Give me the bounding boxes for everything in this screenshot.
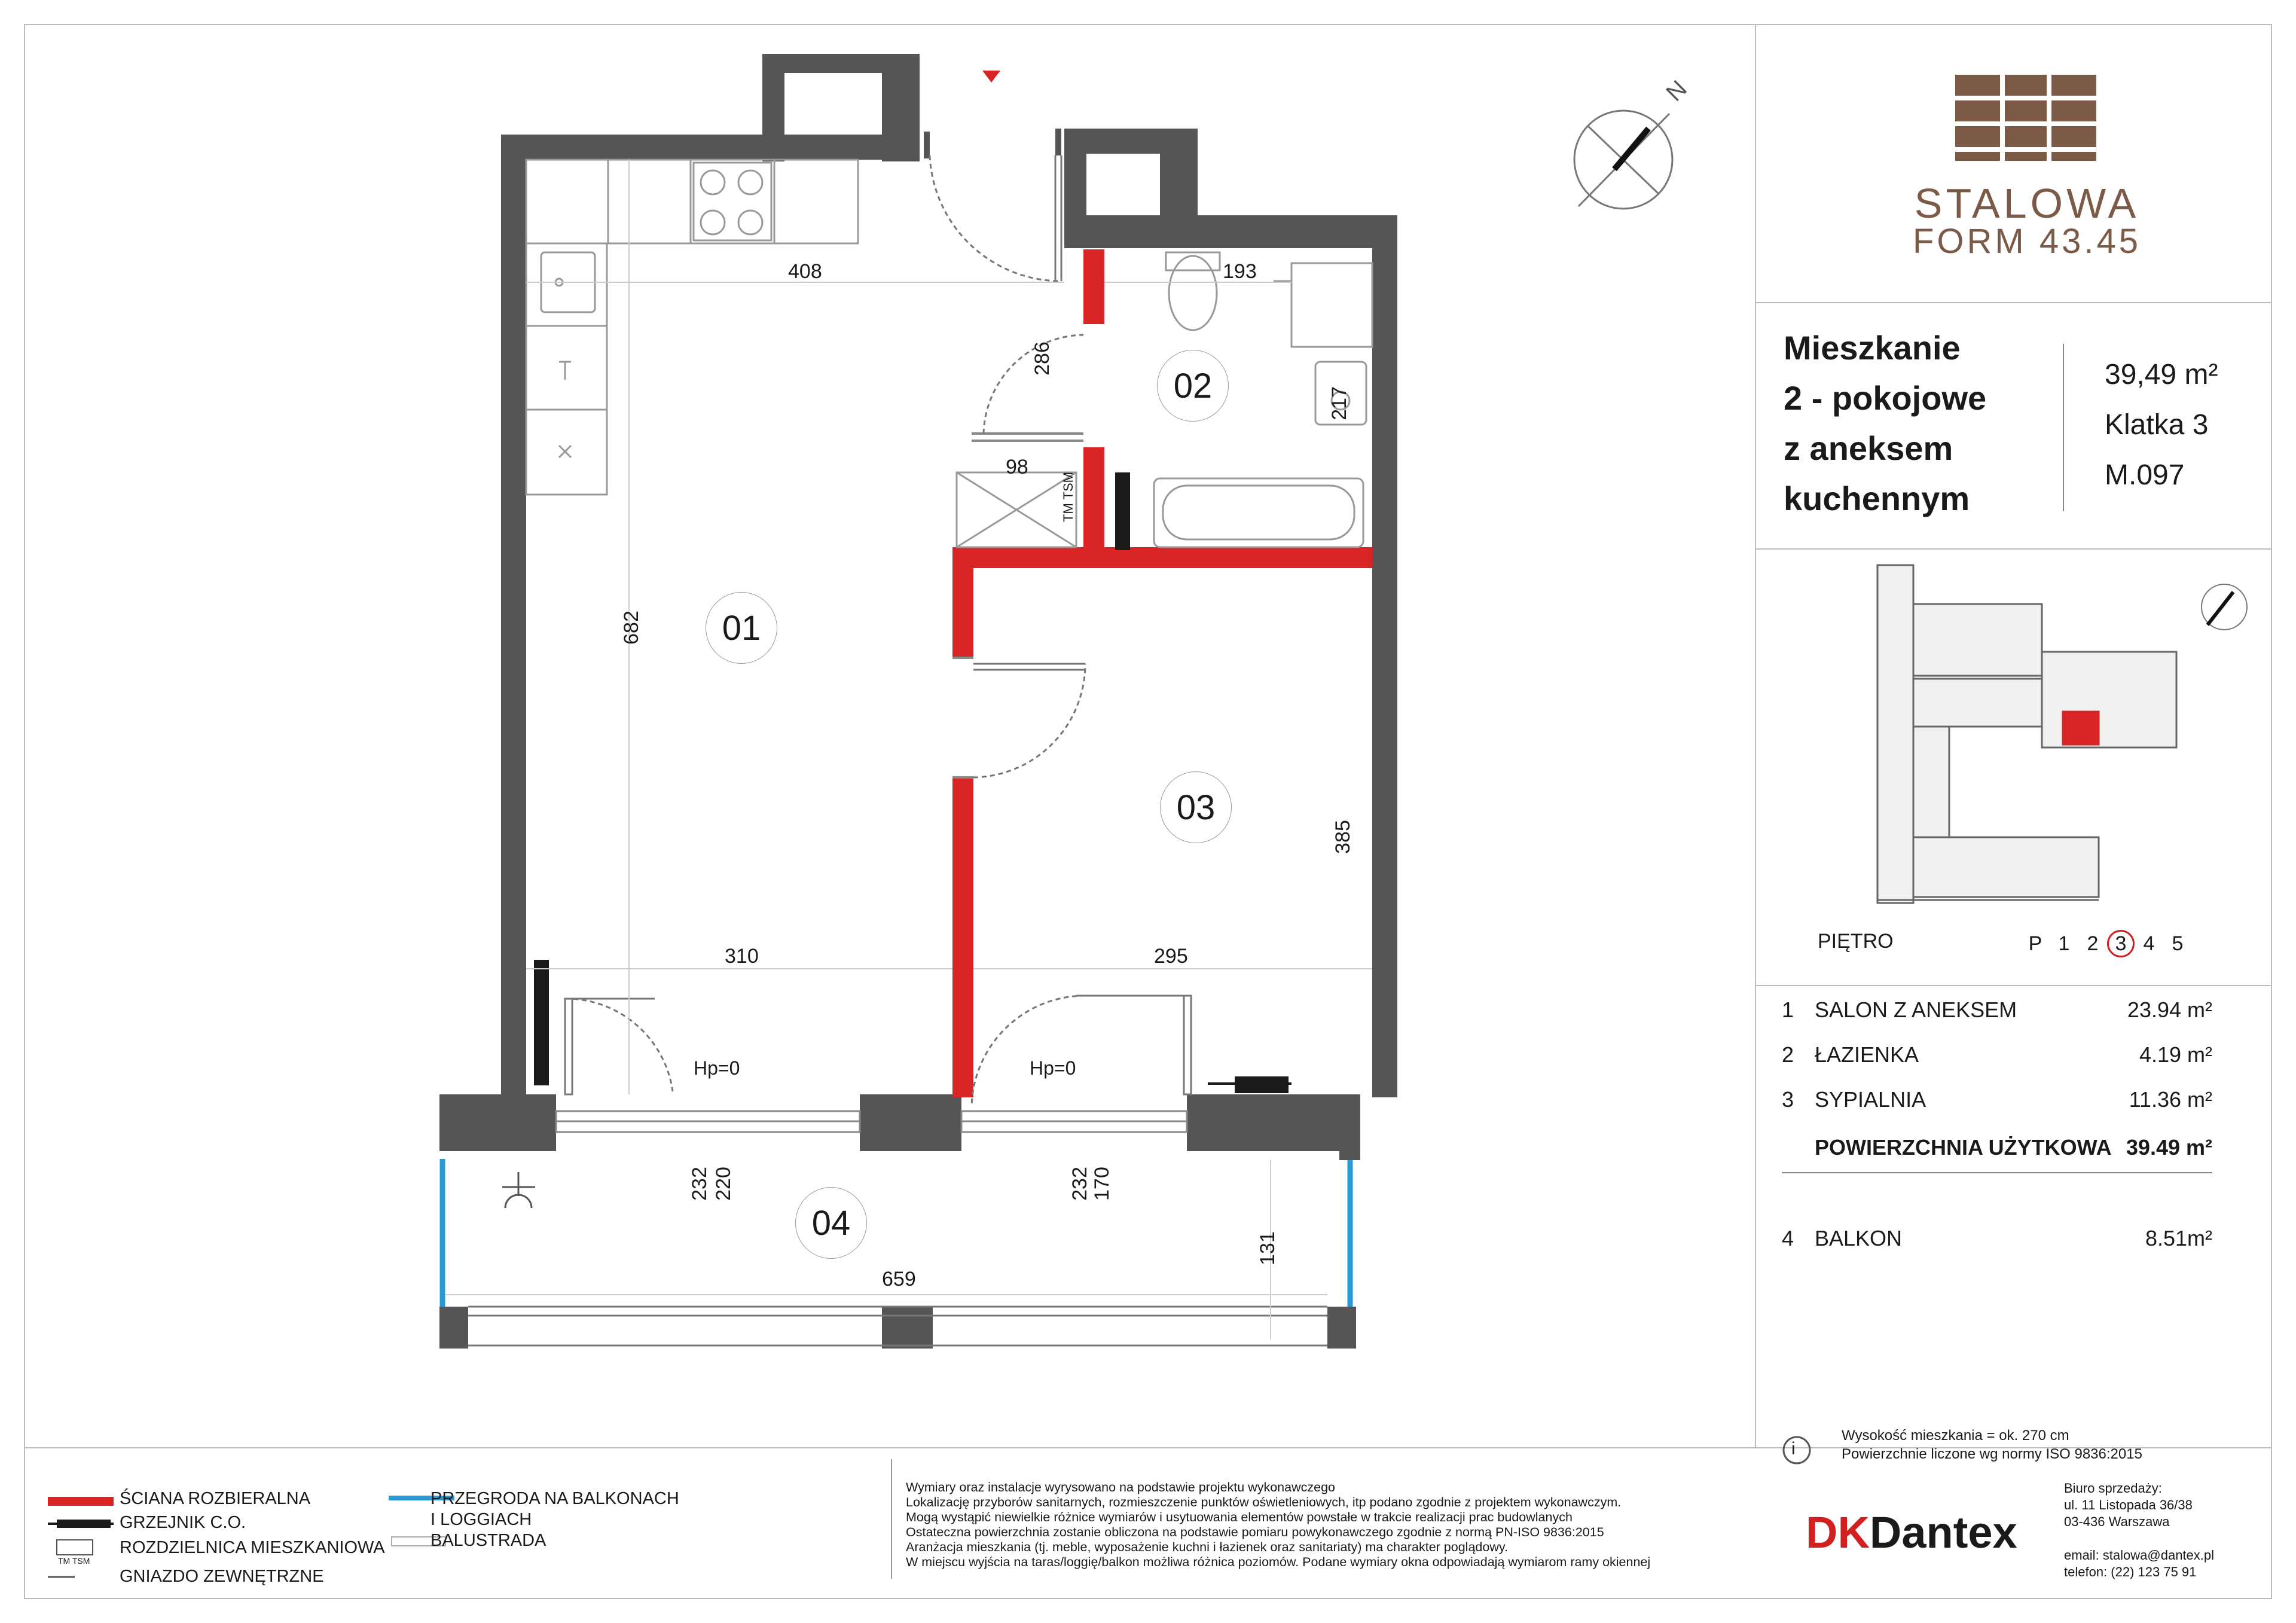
room-name: ŁAZIENKA [1815,1042,1919,1067]
north-label: N [1661,75,1692,106]
legend-distributor-tag: TM TSM [58,1556,90,1566]
note-line: W miejscu wyjścia na taras/loggię/balkon możliwa różnica poziomów. Podane wymiary okna odpowiadają wymiarom ramy okiennej [906,1555,1651,1569]
floor-selector [2021,930,2192,957]
dim-room3-height: 385 [1331,820,1354,854]
apartment-staircase: Klatka 3 [2105,409,2209,441]
sales-office [2064,1480,2214,1581]
info-height: Wysokość mieszkania = ok. 270 cm [1842,1427,2069,1444]
apartment-type-line: Mieszkanie [1784,329,1961,367]
room-name: SALON Z ANEKSEM [1815,997,2017,1022]
sales-address: 03-436 Warszawa [2064,1514,2170,1529]
dim-kitchen-width: 408 [788,260,822,283]
kitchen-counter [526,160,858,495]
legend-partition: PRZEGRODA NA BALKONACH [430,1489,679,1508]
developer-logo-text: Dantex [1869,1508,2017,1557]
legend-socket: GNIAZDO ZEWNĘTRZNE [120,1567,324,1586]
note-line: Wymiary oraz instalacje wyrysowano na podstawie projektu wykonawczego [906,1480,1335,1494]
north-compass [1574,111,1672,209]
note-line: Ostateczna powierzchnia zostanie obliczona na podstawie pomiaru powykonawczego zgodnie z normą PN-ISO 9836:2015 [906,1525,1604,1539]
apartment-number: M.097 [2105,459,2185,491]
room-area: 23.94 m² [2127,997,2212,1022]
sales-title: Biuro sprzedaży: [2064,1481,2162,1496]
sales-spacer [2064,1530,2214,1547]
level-note-2: Hp=0 [1030,1057,1076,1079]
apartment-area: 39,49 m² [2105,359,2218,391]
floor-item: 2 [2087,932,2099,955]
dim-balcony-depth: 131 [1256,1231,1279,1265]
room-area: 11.36 m² [2129,1087,2212,1112]
apartment-info [2105,350,2218,501]
dim-room3-width: 295 [1154,945,1188,968]
note-line: Aranżacja mieszkania (tj. meble, wyposażenie kuchni i łazienek oraz sanitariaty) ma charakter poglądowy. [906,1540,1508,1554]
total-label: POWIERZCHNIA UŻYTKOWA [1815,1135,2112,1160]
apartment-type-line: z aneksem [1784,429,1953,467]
entrance-marker [982,71,1000,83]
brand-logo-mark [1955,75,2096,161]
room-label-02: 02 [1157,350,1229,422]
dim-window1-height: 232 [688,1167,711,1201]
room-number: 2 [1782,1042,1794,1067]
floor-item: 1 [2058,932,2070,955]
room-label-01: 01 [706,592,777,664]
level-note-1: Hp=0 [694,1057,740,1079]
radiators [534,960,1292,1093]
info-icon [1784,1437,1810,1463]
room-label-04: 04 [795,1187,867,1259]
total-area: 39.49 m² [2126,1135,2212,1160]
apartment-type-line: 2 - pokojowe [1784,379,1987,417]
legend-distributor: ROZDZIELNICA MIESZKANIOWA [120,1538,385,1557]
brand-name: STALOWA [1914,180,2140,227]
note-line: Lokalizację przyborów sanitarnych, rozmieszczenie punktów oświetleniowych, itp podano zgodnie z projektem wykonawczym. [906,1495,1622,1509]
room-number: 4 [1782,1226,1794,1250]
sales-address: ul. 11 Listopada 36/38 [2064,1497,2193,1512]
floor-item-current: 3 [2107,930,2135,957]
brand-subtitle: FORM 43.45 [1913,222,2141,261]
developer-logo-mark: DK [1806,1508,1870,1557]
dim-window2-height: 232 [1068,1167,1091,1201]
info-norm: Powierzchnie liczone wg normy ISO 9836:2015 [1842,1446,2142,1462]
keyplan [1877,565,2176,903]
dim-bath-width: 193 [1223,260,1257,283]
dim-hall-width: 98 [1006,456,1028,478]
meter-tag: TM TSM [1060,472,1076,522]
dim-room1-width: 310 [725,945,759,968]
note-line: Mogą wystąpić niewielkie różnice wymiarów i usytuowania elementów powstałe w trakcie realizacji prac budowlanych [906,1510,1573,1524]
room-name: BALKON [1815,1226,1903,1250]
room-number: 3 [1782,1087,1794,1112]
outer-walls [439,54,1397,1349]
dim-window2-width: 170 [1090,1167,1113,1201]
dim-window1-width: 220 [712,1167,735,1201]
legend-radiator: GRZEJNIK C.O. [120,1513,246,1532]
dim-bath-depth: 286 [1030,341,1054,376]
sales-phone[interactable]: telefon: (22) 123 75 91 [2064,1564,2197,1579]
room-number: 1 [1782,997,1794,1022]
legend-swatches [48,1497,454,1577]
external-socket [502,1172,535,1208]
room-name: SYPIALNIA [1815,1087,1926,1112]
room-area: 4.19 m² [2139,1042,2212,1067]
floor-label: PIĘTRO [1818,930,1894,953]
dim-room1-height: 682 [619,611,643,645]
meter-box [957,472,1076,547]
legend-partition-2: I LOGGIACH [430,1510,532,1529]
apartment-type [1784,323,1986,524]
room-label-03: 03 [1160,771,1232,843]
dim-bath-height: 217 [1327,386,1351,420]
legend-balustrade: BALUSTRADA [430,1531,546,1550]
info-glyph: i [1791,1439,1796,1459]
sales-email[interactable]: email: stalowa@dantex.pl [2064,1548,2215,1563]
floor-item: 5 [2172,932,2184,955]
bath-radiator [1115,472,1130,550]
developer-logo [1806,1507,2017,1558]
legend-wall: ŚCIANA ROZBIERALNA [120,1489,311,1508]
total-underline [1782,1172,2212,1173]
keyplan-compass [2202,584,2247,630]
floor-item: P [2028,932,2042,955]
disclaimer-notes [906,1480,1767,1570]
dim-balcony-width: 659 [882,1268,916,1291]
floor-item: 4 [2143,932,2155,955]
dimension-lines [445,160,1372,1340]
apartment-type-line: kuchennym [1784,480,1970,517]
room-area: 8.51m² [2145,1226,2212,1250]
